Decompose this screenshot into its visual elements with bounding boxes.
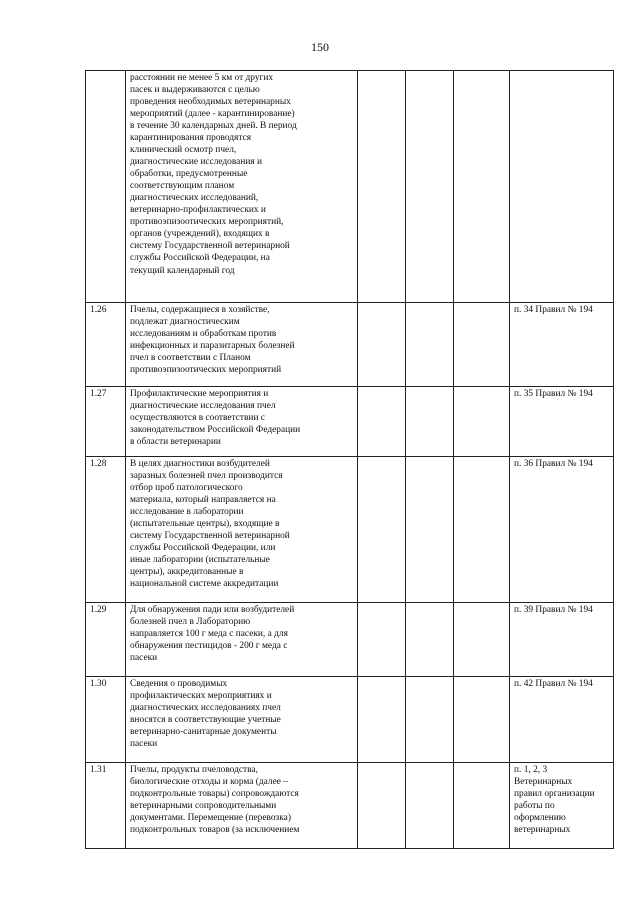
table-row: [86, 303, 614, 387]
requirement-text: Сведения о проводимых профилактических мероприятиях и диагностических исследованиях пчел вносятся в соответствующие учетные ветеринарно-санитарные документы пасеки: [126, 677, 358, 763]
empty-cell: [406, 603, 454, 677]
empty-cell: [358, 387, 406, 457]
empty-cell: [454, 763, 510, 849]
empty-cell: [358, 603, 406, 677]
row-number: 1.28: [86, 457, 126, 603]
regulation-reference: п. 36 Правил № 194: [510, 457, 614, 603]
empty-cell: [454, 677, 510, 763]
empty-cell: [454, 71, 510, 303]
regulation-reference: п. 34 Правил № 194: [510, 303, 614, 387]
empty-cell: [406, 303, 454, 387]
empty-cell: [358, 71, 406, 303]
page-number: 150: [311, 40, 329, 54]
empty-cell: [454, 303, 510, 387]
empty-cell: [358, 763, 406, 849]
table-row: [86, 603, 614, 677]
empty-cell: [358, 303, 406, 387]
empty-cell: [406, 677, 454, 763]
requirement-text: Профилактические мероприятия и диагностические исследования пчел осуществляются в соответствии с законодательством Российской Федерации в области ветеринарии: [126, 387, 358, 457]
regulation-reference: п. 39 Правил № 194: [510, 603, 614, 677]
table-row: [86, 677, 614, 763]
requirement-text: Пчелы, содержащиеся в хозяйстве, подлежат диагностическим исследованиям и обработкам против инфекционных и паразитарных болезней пчел в соответствии с Планом противоэпизоотических мероприятий: [126, 303, 358, 387]
empty-cell: [454, 603, 510, 677]
empty-cell: [406, 387, 454, 457]
empty-cell: [358, 677, 406, 763]
row-number: 1.29: [86, 603, 126, 677]
requirement-text: В целях диагностики возбудителей заразных болезней пчел производится отбор проб патологического материала, который направляется на исследование в лаборатории (испытательные центры), входящие в систему Государственной ветеринарной службы Российской Федерации, или иные лаборатории (испытательные центры), аккредитованные в национальной системе аккредитации: [126, 457, 358, 603]
requirement-text: Пчелы, продукты пчеловодства, биологические отходы и корма (далее – подконтрольные товары) сопровождаются ветеринарными сопроводительными документами. Перемещение (перевозка) подконтрольных товаров (за исключением: [126, 763, 358, 849]
row-number: 1.27: [86, 387, 126, 457]
requirement-text: Для обнаружения пади или возбудителей болезней пчел в Лабораторию направляется 100 г меда с пасеки, а для обнаружения пестицидов - 200 г меда с пасеки: [126, 603, 358, 677]
row-number: 1.31: [86, 763, 126, 849]
empty-cell: [454, 387, 510, 457]
requirements-table: [85, 70, 614, 849]
requirement-text: расстоянии не менее 5 км от других пасек и выдерживаются с целью проведения необходимых ветеринарных мероприятий (далее - карантинирование) в течение 30 календарных дней. В период карантинирования проводятся клинический осмотр пчел, диагностические исследования и обработки, предусмотренные соответствующим планом диагностических исследований, ветеринарно-профилактических и противоэпизоотических мероприятий, органов (учреждений), входящих в систему Государственной ветеринарной службы Российской Федерации, на текущий календарный год: [126, 71, 358, 303]
empty-cell: [358, 457, 406, 603]
empty-cell: [406, 763, 454, 849]
empty-cell: [454, 457, 510, 603]
regulation-reference: п. 35 Правил № 194: [510, 387, 614, 457]
row-number: 1.30: [86, 677, 126, 763]
regulation-reference: [510, 71, 614, 303]
table-row: [86, 457, 614, 603]
table-row: [86, 763, 614, 849]
row-number: 1.26: [86, 303, 126, 387]
regulation-reference: п. 42 Правил № 194: [510, 677, 614, 763]
empty-cell: [406, 457, 454, 603]
regulation-reference: п. 1, 2, 3 Ветеринарных правил организации работы по оформлению ветеринарных: [510, 763, 614, 849]
table-row: [86, 71, 614, 303]
empty-cell: [406, 71, 454, 303]
row-number: [86, 71, 126, 303]
table-row: [86, 387, 614, 457]
